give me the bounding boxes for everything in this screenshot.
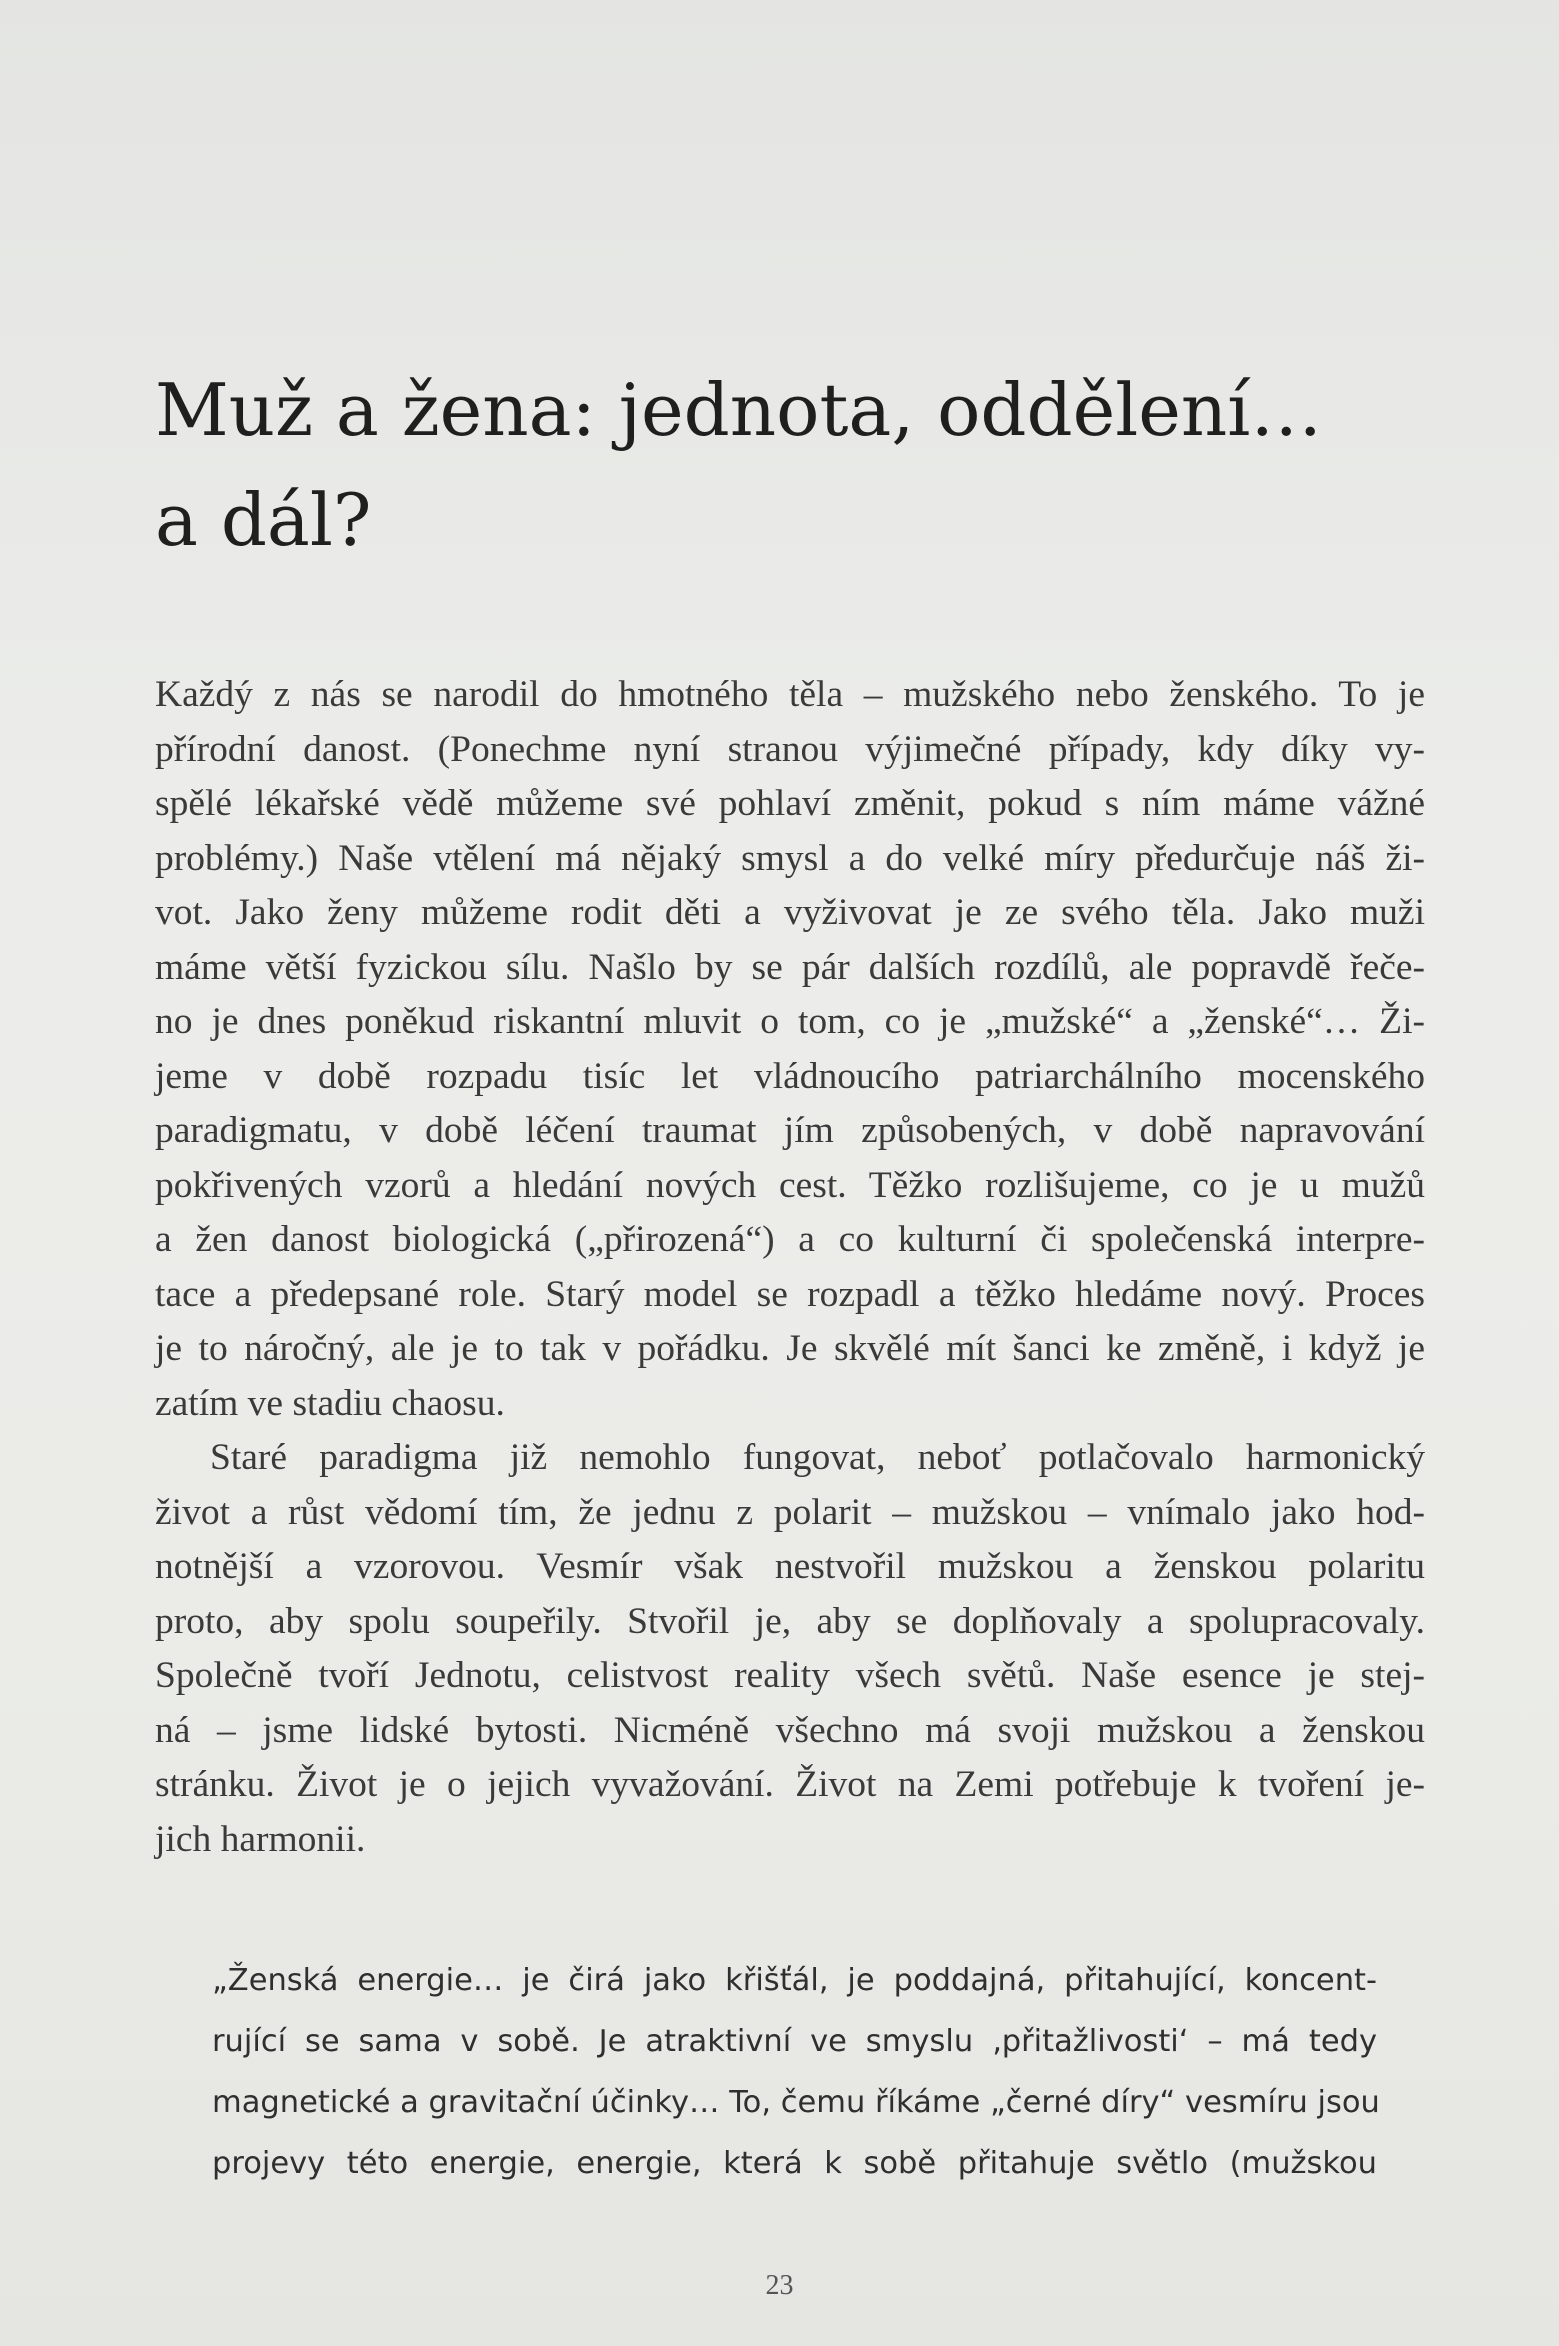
text-line: stránku. Život je o jejich vyvažování. Život na Zemi potřebuje k tvoření je- (155, 1764, 1425, 1805)
text-line: paradigmatu, v době léčení traumat jím způsobených, v době napravování (155, 1110, 1425, 1151)
text-line: život a růst vědomí tím, že jednu z polarit – mužskou – vnímalo jako hod- (155, 1491, 1425, 1533)
quote-line: „Ženská energie… je čirá jako křišťál, je poddajná, přitahující, koncent- (212, 1963, 1377, 1998)
text-line: proto, aby spolu soupeřily. Stvořil je, aby se doplňovaly a spolupracovaly. (155, 1600, 1425, 1642)
text-line: máme větší fyzickou sílu. Našlo by se pár dalších rozdílů, ale popravdě řeče- (155, 946, 1425, 988)
block-quote (212, 1950, 1380, 2194)
text-line: vot. Jako ženy můžeme rodit děti a vyživovat je ze svého těla. Jako muži (155, 892, 1425, 933)
text-line: problémy.) Naše vtělení má nějaký smysl a do velké míry předurčuje náš ži- (155, 837, 1425, 879)
text-line: pokřivených vzorů a hledání nových cest. Těžko rozlišujeme, co je u mužů (155, 1164, 1425, 1206)
chapter-title (155, 355, 1435, 575)
chapter-title-line: a dál? (155, 478, 372, 562)
text-line: a žen danost biologická („přirozená“) a co kulturní či společenská interpre- (155, 1219, 1425, 1260)
text-line: Každý z nás se narodil do hmotného těla – mužského nebo ženského. To je (155, 674, 1425, 715)
paragraph-2 (155, 1431, 1425, 1867)
text-line: no je dnes poněkud riskantní mluvit o tom, co je „mužské“ a „ženské“… Ži- (155, 1001, 1425, 1042)
text-line: ná – jsme lidské bytosti. Nicméně všechno má svoji mužskou a ženskou (155, 1709, 1425, 1751)
text-line: notnější a vzorovou. Vesmír však nestvořil mužskou a ženskou polaritu (155, 1546, 1425, 1587)
text-line: jeme v době rozpadu tisíc let vládnoucího patriarchálního mocenského (155, 1055, 1425, 1097)
quote-line: rující se sama v sobě. Je atraktivní ve smyslu ‚přitažlivosti‘ – má tedy (212, 2024, 1377, 2059)
quote-line: magnetické a gravitační účinky… To, čemu říkáme „černé díry“ vesmíru jsou (212, 2085, 1380, 2120)
text-line: Společně tvoří Jednotu, celistvost reality všech světů. Naše esence je stej- (155, 1655, 1425, 1696)
text-line: jich harmonii. (155, 1818, 366, 1860)
text-line: Staré paradigma již nemohlo fungovat, neboť potlačovalo harmonický (210, 1437, 1425, 1478)
text-line: zatím ve stadiu chaosu. (155, 1382, 505, 1424)
text-line: spělé lékařské vědě můžeme své pohlaví změnit, pokud s ním máme vážné (155, 783, 1425, 824)
body-text (155, 668, 1425, 1867)
chapter-title-line: Muž a žena: jednota, oddělení… (155, 368, 1323, 452)
page-number: 23 (765, 2270, 794, 2301)
paragraph-1 (155, 668, 1425, 1431)
text-line: přírodní danost. (Ponechme nyní stranou výjimečné případy, kdy díky vy- (155, 728, 1425, 770)
text-line: je to náročný, ale je to tak v pořádku. Je skvělé mít šanci ke změně, i když je (155, 1328, 1425, 1369)
text-line: tace a předepsané role. Starý model se rozpadl a těžko hledáme nový. Proces (155, 1273, 1425, 1315)
quote-line: projevy této energie, energie, která k sobě přitahuje světlo (mužskou (212, 2146, 1377, 2181)
